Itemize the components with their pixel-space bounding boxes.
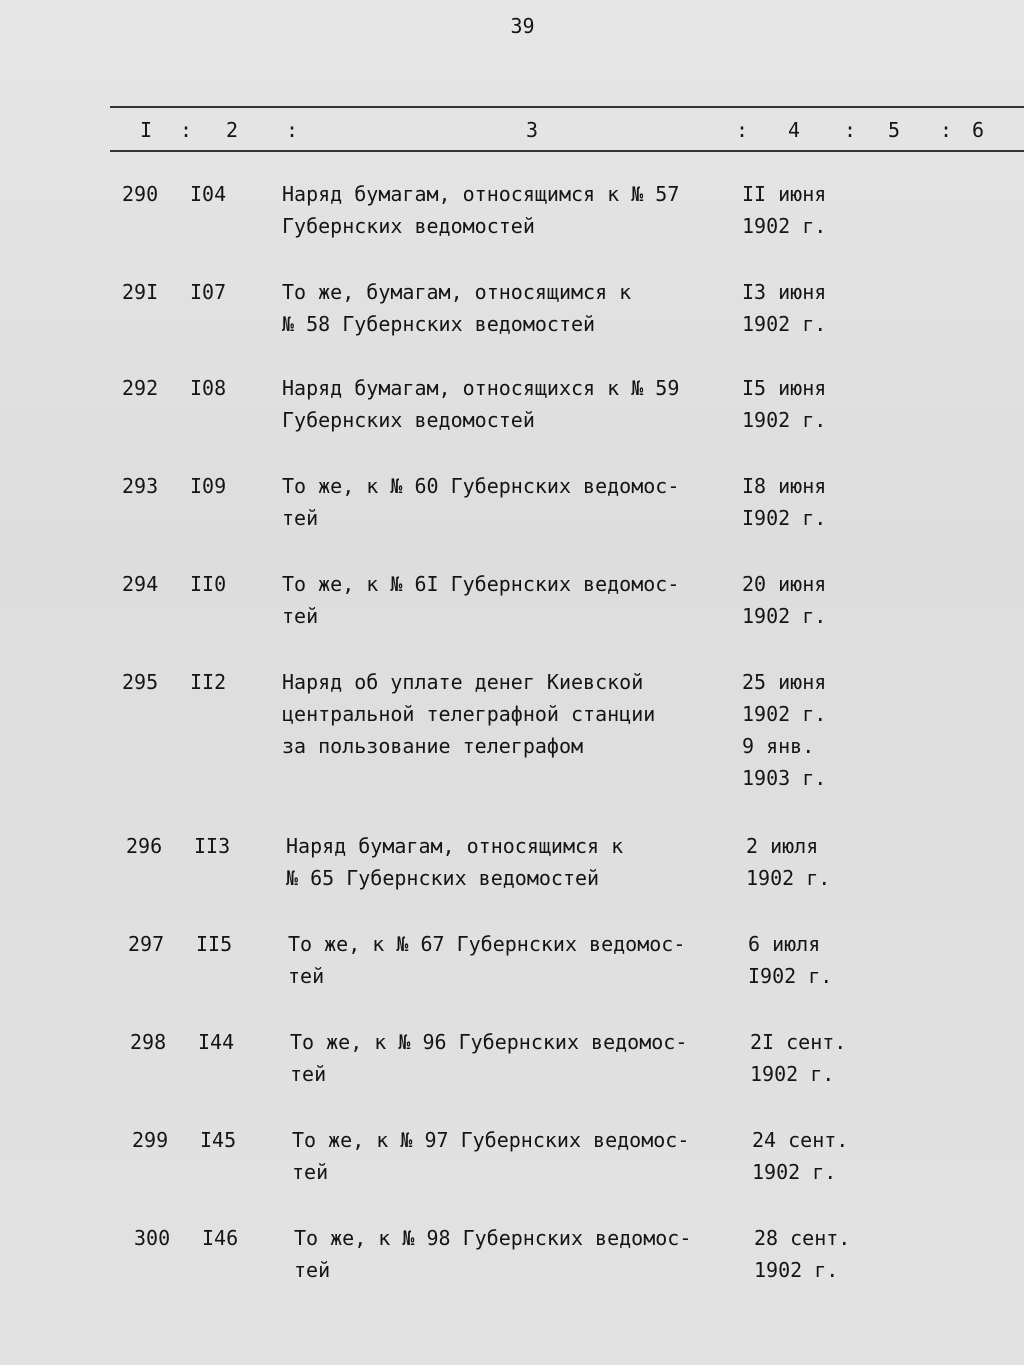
description-line: № 58 Губернских ведомостей — [282, 312, 596, 336]
date-line: 6 июля — [748, 932, 821, 956]
description-line: То же, к № 97 Губернских ведомос- — [292, 1128, 690, 1152]
date-line: I902 г. — [748, 964, 833, 988]
record-dates — [752, 1124, 872, 1188]
date-line: 28 сент. — [754, 1226, 851, 1250]
header-sep: : — [844, 118, 857, 142]
date-line: I902 г. — [742, 506, 827, 530]
header-sep: : — [940, 118, 953, 142]
description-line: Наряд бумагам, относящимся к № 57 — [282, 182, 680, 206]
record-number: 29I — [122, 280, 159, 304]
description-line: тей — [282, 506, 319, 530]
date-line: 1902 г. — [742, 604, 827, 628]
description-line: за пользование телеграфом — [282, 734, 584, 758]
date-line: 1902 г. — [754, 1258, 839, 1282]
sheet-number: II3 — [194, 834, 231, 858]
sheet-number: I04 — [190, 182, 227, 206]
sheet-number: II2 — [190, 670, 227, 694]
record-dates — [754, 1222, 874, 1286]
record-number: 298 — [130, 1030, 167, 1054]
record-description — [282, 372, 752, 436]
record-description — [282, 178, 752, 242]
date-line: 20 июня — [742, 572, 827, 596]
record-dates — [742, 276, 862, 340]
description-line: То же, к № 6I Губернских ведомос- — [282, 572, 680, 596]
sheet-number: I09 — [190, 474, 227, 498]
record-description — [282, 666, 752, 762]
header-top-rule — [110, 106, 1024, 108]
record-number: 299 — [132, 1128, 169, 1152]
record-number: 292 — [122, 376, 159, 400]
record-number: 300 — [134, 1226, 171, 1250]
date-line: 1902 г. — [742, 214, 827, 238]
record-number: 294 — [122, 572, 159, 596]
description-line: тей — [282, 604, 319, 628]
description-line: Губернских ведомостей — [282, 214, 535, 238]
record-dates — [742, 372, 862, 436]
record-description — [290, 1026, 760, 1090]
header-col-5: 5 — [888, 118, 901, 142]
date-line: 25 июня — [742, 670, 827, 694]
record-number: 295 — [122, 670, 159, 694]
date-line: I3 июня — [742, 280, 827, 304]
description-line: То же, к № 60 Губернских ведомос- — [282, 474, 680, 498]
header-col-1: I — [140, 118, 153, 142]
record-description — [282, 568, 752, 632]
table-header — [0, 118, 1024, 148]
record-description — [282, 276, 752, 340]
record-dates — [742, 568, 862, 632]
header-col-2: 2 — [226, 118, 239, 142]
date-line: 1903 г. — [742, 766, 827, 790]
record-number: 297 — [128, 932, 165, 956]
header-bottom-rule — [110, 150, 1024, 152]
date-line: II июня — [742, 182, 827, 206]
description-line: № 65 Губернских ведомостей — [286, 866, 600, 890]
header-col-4: 4 — [788, 118, 801, 142]
header-col-3: 3 — [526, 118, 539, 142]
date-line: 1902 г. — [742, 702, 827, 726]
date-line: 2 июля — [746, 834, 819, 858]
record-dates — [742, 178, 862, 242]
header-sep: : — [736, 118, 749, 142]
description-line: Наряд об уплате денег Киевской — [282, 670, 644, 694]
description-line: тей — [294, 1258, 331, 1282]
date-line: 1902 г. — [742, 408, 827, 432]
date-line: 9 янв. — [742, 734, 815, 758]
record-number: 293 — [122, 474, 159, 498]
description-line: То же, бумагам, относящимся к — [282, 280, 632, 304]
record-dates — [750, 1026, 870, 1090]
sheet-number: I08 — [190, 376, 227, 400]
sheet-number: I07 — [190, 280, 227, 304]
description-line: То же, к № 98 Губернских ведомос- — [294, 1226, 692, 1250]
header-col-6: 6 — [972, 118, 985, 142]
sheet-number: I45 — [200, 1128, 237, 1152]
date-line: I5 июня — [742, 376, 827, 400]
description-line: Наряд бумагам, относящимся к — [286, 834, 624, 858]
date-line: 1902 г. — [746, 866, 831, 890]
sheet-number: II5 — [196, 932, 233, 956]
sheet-number: I46 — [202, 1226, 239, 1250]
description-line: Наряд бумагам, относящихся к № 59 — [282, 376, 680, 400]
date-line: I8 июня — [742, 474, 827, 498]
date-line: 1902 г. — [750, 1062, 835, 1086]
record-description — [282, 470, 752, 534]
header-sep: : — [180, 118, 193, 142]
record-dates — [748, 928, 868, 992]
description-line: тей — [292, 1160, 329, 1184]
record-dates — [746, 830, 866, 894]
record-description — [292, 1124, 762, 1188]
sheet-number: II0 — [190, 572, 227, 596]
description-line: тей — [288, 964, 325, 988]
record-description — [294, 1222, 764, 1286]
record-dates — [742, 666, 862, 794]
record-number: 296 — [126, 834, 163, 858]
date-line: 1902 г. — [752, 1160, 837, 1184]
sheet-number: I44 — [198, 1030, 235, 1054]
record-description — [286, 830, 756, 894]
description-line: тей — [290, 1062, 327, 1086]
description-line: То же, к № 96 Губернских ведомос- — [290, 1030, 688, 1054]
date-line: 2I сент. — [750, 1030, 847, 1054]
page-number: 39 — [510, 14, 535, 38]
record-number: 290 — [122, 182, 159, 206]
description-line: центральной телеграфной станции — [282, 702, 656, 726]
date-line: 24 сент. — [752, 1128, 849, 1152]
header-sep: : — [286, 118, 299, 142]
record-description — [288, 928, 758, 992]
date-line: 1902 г. — [742, 312, 827, 336]
description-line: Губернских ведомостей — [282, 408, 535, 432]
record-dates — [742, 470, 862, 534]
description-line: То же, к № 67 Губернских ведомос- — [288, 932, 686, 956]
